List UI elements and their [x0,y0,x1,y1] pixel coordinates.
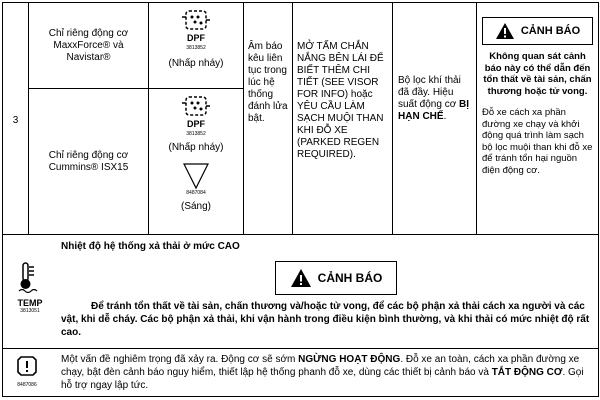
temp-row [3,235,599,349]
temp-icon-code: 3813051 [20,308,40,314]
engine-cell-cummins [29,89,149,235]
warning-triangle-icon [495,22,515,40]
status-cell [393,3,477,235]
stop-icon-code: 8487086 [17,382,37,388]
stop-icon [13,355,41,388]
engine-label-cummins: Chỉ riêng động cơ Cummins® ISX15 [48,149,129,173]
temp-text: Để tránh tổn thất về tài sản, chấn thương và/hoặc tử vong, để các bộ phận xả thải cách xa người và các vật, khi dễ cháy. Các bộ phận xả thải, khi vận hành trong điều kiện bình thường, và khi thải có mức nhiệt độ rất cao. [61,301,590,338]
temp-heading: Nhiệt độ hệ thống xả thải ở mức CAO [61,241,240,252]
warning-box [482,17,593,45]
warning-text: Không quan sát cảnh báo này có thể dẫn đến tổn thất về tài sản, chấn thương hoặc tử vong. [483,51,592,97]
row-3-maxxforce [3,3,599,89]
dpf-cell-b [149,89,244,235]
dpf-cell-a [149,3,244,89]
temp-icon [13,261,47,314]
svg-text:DPF: DPF [187,33,205,43]
svg-text:3813852: 3813852 [186,131,206,137]
svg-text:3813852: 3813852 [186,45,206,51]
warning-cell [477,3,599,235]
inverted-triangle-icon [149,162,243,201]
stop-text: Một vấn đề nghiêm trọng đã xảy ra. Động cơ sẽ sớm NGỪNG HOẠT ĐỘNG. Đỗ xe an toàn, cách xa phần đường xe chạy, bật đèn cảnh báo nguy hiểm, thiết lập hệ thống phanh đỗ xe, dùng các thiết bị cảnh báo và TẮT ĐỘNG CƠ. Gọi hỗ trợ ngay lập tức. [61,354,584,391]
instruction-cell [293,3,393,235]
flashing-label-a: (Nhấp nháy) [168,58,224,69]
engine-label-maxxforce: Chỉ riêng động cơ MaxxForce® và Navistar® [48,27,129,63]
dpf-icon [149,89,243,142]
stop-row [3,349,599,397]
dpf-icon [149,3,243,56]
warning-triangle-icon [290,268,312,288]
svg-text:DPF: DPF [187,119,205,129]
alarm-cell [244,3,293,235]
temp-cell [3,235,599,349]
temp-icon-label: TEMP [17,298,43,308]
action-text: Đỗ xe cách xa phần đường xe chạy và khởi động quá trình làm sạch bộ lọc muội than khi đỗ xe để tránh tổn hại nguồn điện động cơ. [482,107,593,176]
temp-warning-label: CẢNH BÁO [317,271,383,285]
steady-label: (Sáng) [180,201,211,212]
row-number-cell [3,3,29,235]
row-number: 3 [12,114,19,126]
svg-text:8487084: 8487084 [186,190,206,196]
stop-cell [3,349,599,397]
temp-warning-box [275,261,397,295]
alarm-text: Âm báo kêu liên tục trong lúc hệ thống đánh lửa bật. [248,41,288,124]
warning-label: CẢNH BÁO [520,25,581,37]
flashing-label-b: (Nhấp nháy) [168,142,224,153]
engine-cell-maxxforce [29,3,149,89]
warning-table [2,2,599,397]
status-text: Bộ lọc khí thải đã đầy. Hiệu suất động cơ BỊ HẠN CHẾ. [398,75,470,122]
instruction-text: MỞ TẤM CHẮN NẮNG BÊN LÁI ĐỂ BIẾT THÊM CHI TIẾT (SEE VISOR FOR INFO) hoặc YÊU CẦU LÀM SẠCH MUỘI THAN KHI ĐỖ XE (PARKED REGEN REQUIRED). [297,41,384,160]
